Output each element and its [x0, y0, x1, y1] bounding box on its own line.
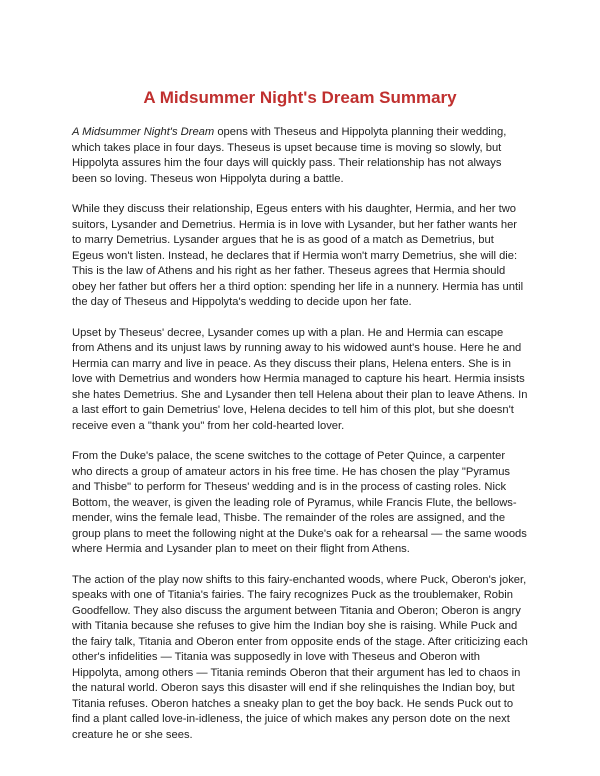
- paragraph-2: While they discuss their relationship, Egeus enters with his daughter, Hermia, and her two suitors, Lysander and Demetrius. Hermia is in love with Lysander, but her father wants her to marry Demetrius. Lysander argues that he is as good of a match as Demetrius, but Egeus won't listen. Instead, he declares that if Hermia won't marry Demetrius, she will die: This is the law of Athens and his right as her father. Theseus agrees that Hermia should obey her father but offers her a third option: spending her life in a nunnery. Hermia has until the day of Theseus and Hippolyta's wedding to decide upon her fate.: [72, 203, 524, 308]
- document-title: A Midsummer Night's Dream Summary: [143, 88, 457, 107]
- play-title-italic: A Midsummer Night's Dream: [72, 126, 215, 138]
- paragraph-1: [72, 125, 528, 187]
- paragraph-5: The action of the play now shifts to this fairy-enchanted woods, where Puck, Oberon's joker, speaks with one of Titania's fairies. The fairy recognizes Puck as the troublemaker, Robin Goodfellow. They also discuss the argument between Titania and Oberon; Oberon is angry with Titania because she refuses to give him the Indian boy she is raising. While Puck and the fairy talk, Titania and Oberon enter from opposite ends of the stage. After criticizing each other's infidelities — Titania was supposedly in love with Theseus and Oberon with Hippolyta, among others — Titania reminds Oberon that their argument has led to chaos in the natural world. Oberon says this disaster will end if she relinquishes the Indian boy, but Titania refuses. Oberon hatches a sneaky plan to get the boy back. He sends Puck out to find a plant called love-in-idleness, the juice of which makes any person dote on the next creature he or she sees.: [72, 573, 528, 741]
- paragraph-4: From the Duke's palace, the scene switches to the cottage of Peter Quince, a carpenter who directs a group of amateur actors in his free time. He has chosen the play "Pyramus and Thisbe" to perform for Theseus' wedding and is in the process of casting roles. Nick Bottom, the weaver, is given the leading role of Pyramus, while Francis Flute, the bellows-mender, wins the female lead, Thisbe. The remainder of the roles are assigned, and the group plans to meet the following night at the Duke's oak for a rehearsal — the same woods where Hermia and Lysander plan to meet on their flight from Athens.: [72, 450, 527, 555]
- paragraph-1-text: opens with Theseus and Hippolyta planning their wedding, which takes place in four days. Theseus is upset because time is moving so slowly, but Hippolyta assures him the four days will quickly pass. Their relationship has not always been so loving. Theseus won Hippolyta during a battle.: [72, 126, 507, 185]
- paragraph-3: Upset by Theseus' decree, Lysander comes up with a plan. He and Hermia can escape from Athens and its unjust laws by running away to his widowed aunt's house. Here he and Hermia can marry and live in peace. As they discuss their plans, Helena enters. She is in love with Demetrius and wonders how Hermia managed to capture his heart. Hermia insists she hates Demetrius. She and Lysander then tell Helena about their plan to leave Athens. In a last effort to gain Demetrius' love, Helena decides to tell him of this plot, but she doesn't receive even a "thank you" from her cold-hearted lover.: [72, 326, 528, 432]
- document-body: [72, 125, 528, 758]
